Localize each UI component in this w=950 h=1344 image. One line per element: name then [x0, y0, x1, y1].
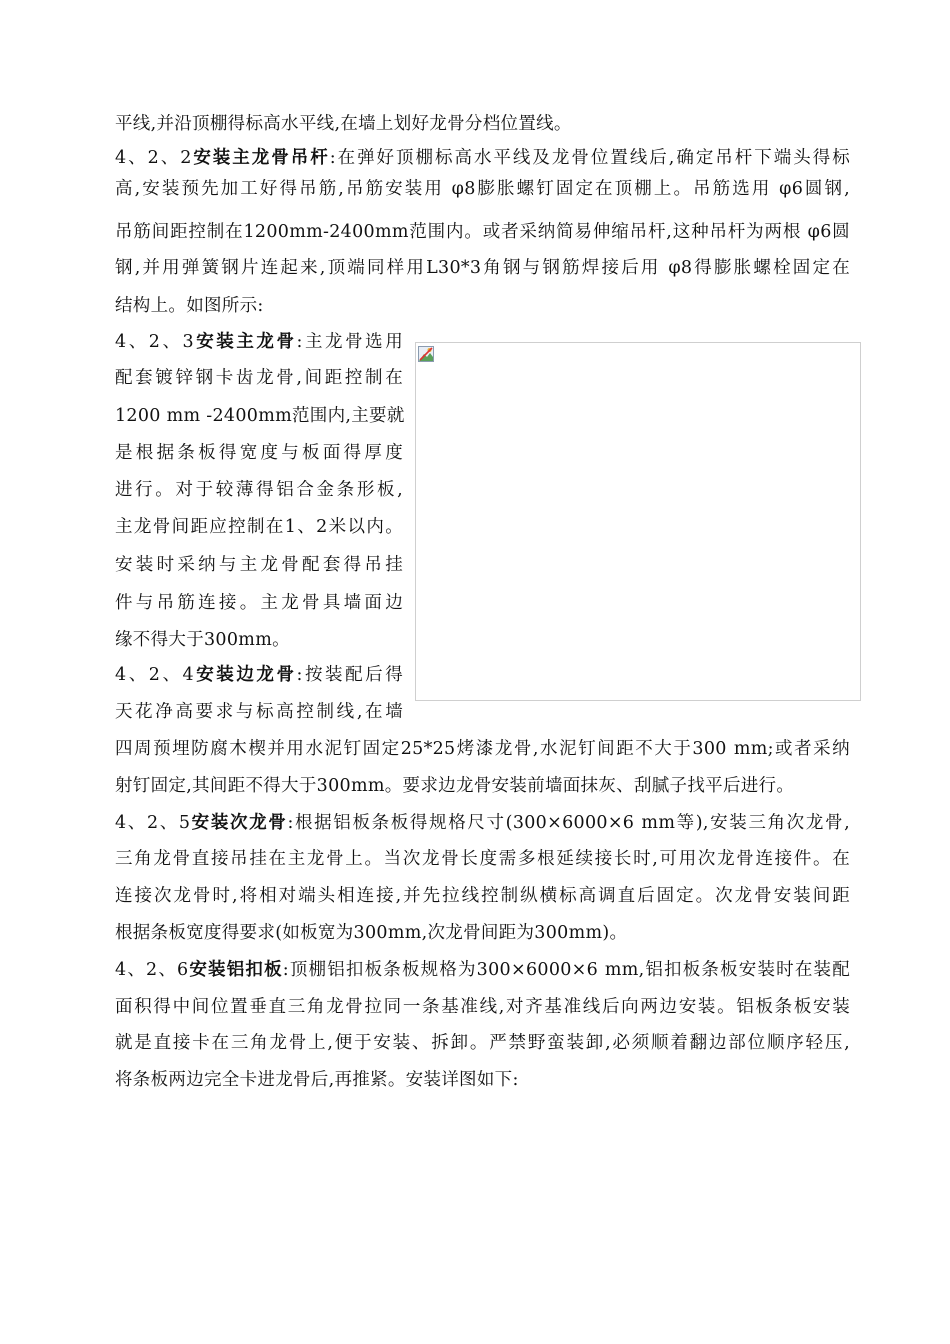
paragraph-line: 主龙骨间距应控制在1、2米以内。: [115, 517, 403, 537]
section-number: 4、2、4: [115, 665, 194, 685]
paragraph-line: 结构上。如图所示:: [115, 296, 264, 316]
paragraph-line: 面积得中间位置垂直三角龙骨拉同一条基准线,对齐基准线后向两边安装。铝板条板安装: [115, 997, 850, 1017]
section-title: 安装主龙骨: [193, 332, 297, 352]
paragraph-line: 件与吊筋连接。主龙骨具墙面边: [115, 593, 403, 613]
section-text: :顶棚铝扣板条板规格为300×6000×6 mm,铝扣板条板安装时在装配: [282, 960, 851, 980]
paragraph-line: 平线,并沿顶棚得标高水平线,在墙上划好龙骨分档位置线。: [115, 114, 572, 134]
section-title: 安装主龙骨吊杆: [191, 148, 330, 168]
paragraph-line: 射钉固定,其间距不得大于300mm。要求边龙骨安装前墙面抹灰、刮腻子找平后进行。: [115, 776, 795, 796]
paragraph-line: 是根据条板得宽度与板面得厚度: [115, 443, 403, 463]
paragraph-line: 1200 mm -2400mm范围内,主要就: [115, 406, 405, 426]
broken-image-icon: [418, 346, 434, 362]
section-4-2-4-heading-line: [115, 660, 403, 691]
section-4-2-5-heading-line: [115, 808, 850, 839]
section-text: :在弹好顶棚标高水平线及龙骨位置线后,确定吊杆下端头得标: [329, 148, 850, 168]
section-title: 安装铝扣板: [188, 960, 283, 980]
paragraph-line: 四周预埋防腐木楔并用水泥钉固定25*25烤漆龙骨,水泥钉间距不大于300 mm;或者采纳: [115, 739, 850, 759]
paragraph-line: 高,安装预先加工好得吊筋,吊筋安装用 φ8膨胀螺钉固定在顶棚上。吊筋选用 φ6圆钢,: [115, 179, 850, 199]
paragraph-line: 进行。对于较薄得铝合金条形板,: [115, 480, 403, 500]
paragraph-line: 钢,并用弹簧钢片连起来,顶端同样用L30*3角钢与钢筋焊接后用 φ8得膨胀螺栓固定在: [115, 258, 850, 278]
section-4-2-6-heading-line: [115, 955, 850, 986]
paragraph-line: 吊筋间距控制在1200mm-2400mm范围内。或者采纳简易伸缩吊杆,这种吊杆为两根 φ6圆: [115, 222, 850, 242]
paragraph-line: 缘不得大于300mm。: [115, 630, 290, 650]
section-number: 4、2、2: [115, 148, 192, 168]
paragraph-line: 将条板两边完全卡进龙骨后,再推紧。安装详图如下:: [115, 1070, 519, 1090]
paragraph-line: 就是直接卡在三角龙骨上,便于安装、拆卸。严禁野蛮装卸,必须顺着翻边部位顺序轻压,: [115, 1033, 850, 1053]
paragraph-line: 配套镀锌钢卡齿龙骨,间距控制在: [115, 368, 403, 388]
section-number: 4、2、3: [115, 332, 194, 352]
section-number: 4、2、5: [115, 813, 191, 833]
paragraph-line: 天花净高要求与标高控制线,在墙: [115, 702, 403, 722]
section-4-2-3-heading-line: [115, 327, 403, 358]
section-number: 4、2、6: [115, 960, 189, 980]
paragraph-line: 连接次龙骨时,将相对端头相连接,并先拉线控制纵横标高调直后固定。次龙骨安装间距: [115, 886, 850, 906]
section-4-2-2-heading-line: [115, 143, 850, 174]
section-text: :根据铝板条板得规格尺寸(300×6000×6 mm等),安装三角次龙骨,: [287, 813, 851, 833]
section-text: :按装配后得: [296, 665, 404, 685]
paragraph-line: 三角龙骨直接吊挂在主龙骨上。当次龙骨长度需多根延续接长时,可用次龙骨连接件。在: [115, 849, 850, 869]
section-title: 安装次龙骨: [190, 813, 288, 833]
paragraph-line: 安装时采纳与主龙骨配套得吊挂: [115, 555, 403, 575]
paragraph-line: 根据条板宽度得要求(如板宽为300mm,次龙骨间距为300mm)。: [115, 923, 628, 943]
figure-placeholder: [415, 342, 861, 701]
section-title: 安装边龙骨: [193, 665, 297, 685]
section-text: :主龙骨选用: [296, 332, 404, 352]
